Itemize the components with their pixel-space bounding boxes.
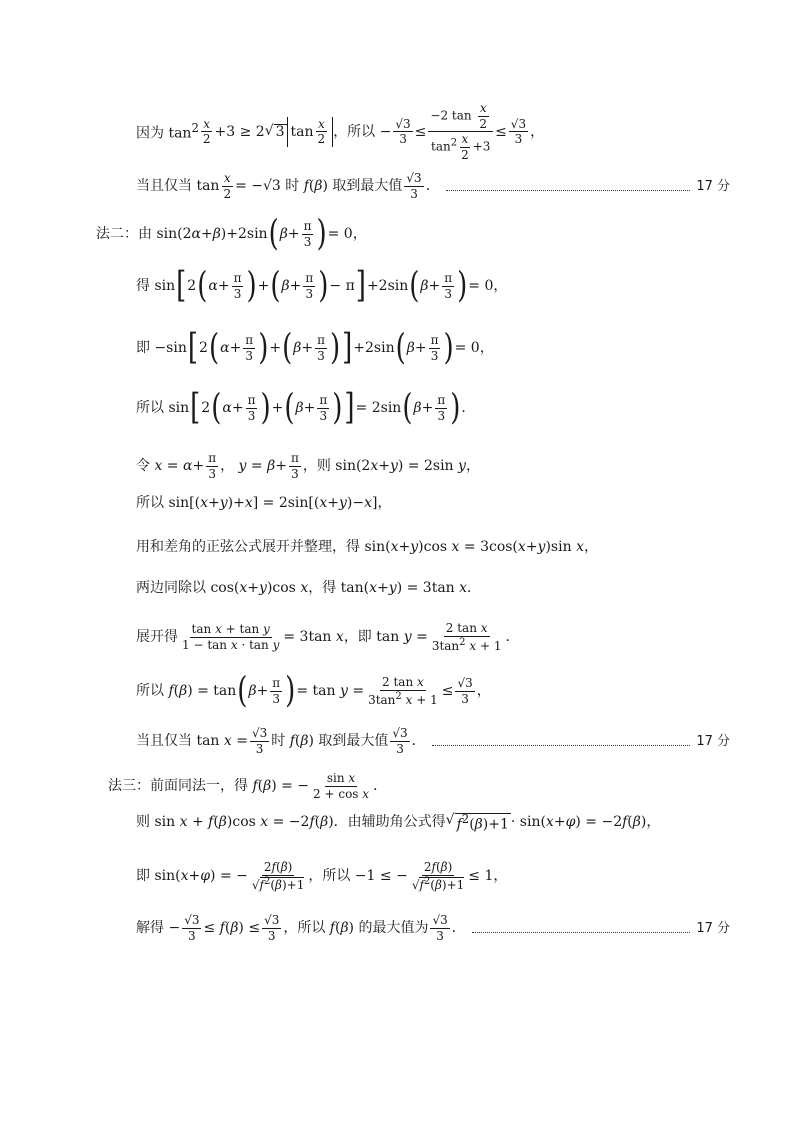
- proof-line-2: 当且仅当 tan $\frac{x}{2}$ = −√3 时 f(β) 取到最大值 $\frac{√3}{3}$ ． 17 分: [136, 171, 730, 201]
- proof-line-7: 令 x = α+ $\frac{\pi}{3}$ ， y = β+ $\frac{\pi}{3}$ ，则 sin(2x+y) = 2sin y，: [136, 451, 480, 481]
- dot-leader: [446, 190, 691, 191]
- proof-line-10: 两边同除以 cos(x+y)cos x，得 tan(x+y) = 3tan x．: [136, 580, 482, 596]
- proof-line-1: 因为 $\tan^2$ $\frac{x}{2}$ +3 ≥ 2 √ 3 tan $\frac{x}{2}$ ，所以 − $\frac{√3}{3}$ ≤ −2 tan $\frac{x}{2}$ $\tan^2$ $\frac{x}{2}$ +3 ≤ $\frac{√3}{3}$ ，: [136, 101, 545, 162]
- proof-line-6: 所以 sin [ 2 ( α + $\frac{\pi}{3}$ ) + ( β + $\frac{\pi}{3}$ ) ] = 2sin ( β + $\frac{\pi}{3}$ ) ．: [136, 387, 476, 429]
- proof-line-11: 展开得 $\frac{\text{tan x + tan y}}{\text{1 − tan x · tan y}}$ = 3tan x，即 tan y = $\frac{\text{2 tan x}}{3\tan^2 x + 1}$ ．: [136, 621, 520, 653]
- proof-line-8: 所以 sin[(x+y)+x] = 2sin[(x+y)−x]，: [136, 495, 392, 511]
- text-line-1: 因为 $\tan^2$: [136, 120, 199, 142]
- proof-line-16: 即 sin(x+φ) = − $\frac{2f(\beta)}{√f^2(\beta)+1}$ ，所以 −1 ≤ − $\frac{2f(\beta)}{√f^2(\beta)+1}$ ≤ 1，: [136, 860, 508, 892]
- score-label: 17 分: [696, 920, 730, 936]
- dot-leader: [432, 745, 691, 746]
- proof-line-5: 即 −sin [ 2 ( α + $\frac{\pi}{3}$ ) + ( β + $\frac{\pi}{3}$ ) ] +2sin ( β + $\frac{\pi}{3}$ ) = 0，: [136, 327, 494, 369]
- proof-line-9: 用和差角的正弦公式展开并整理，得 sin(x+y)cos x = 3cos(x+y)sin x，: [136, 539, 598, 555]
- proof-line-4: 得 sin [ 2 ( α + $\frac{\pi}{3}$ ) + ( β + $\frac{\pi}{3}$ ) − π ] +2sin ( β + $\frac{\pi}{3}$ ) = 0，: [136, 265, 508, 307]
- proof-line-17: 解得 − $\frac{√3}{3}$ ≤ f(β) ≤ $\frac{√3}{3}$ ，所以 f(β) 的最大值为 $\frac{√3}{3}$ ． 17 分: [136, 913, 730, 943]
- method-three-heading-line: 法三：前面同法一，得 f(β) = − $\frac{\text{sin x}}{\text{2 + cos x}}$ ．: [108, 771, 388, 801]
- proof-line-12: 所以 f(β) = tan ( β + $\frac{\pi}{3}$ ) = tan y = $\frac{\text{2 tan x}}{3\tan^2 x + 1}$ ≤ $\frac{√3}{3}$ ，: [136, 670, 491, 712]
- proof-line-13: 当且仅当 tan x = $\frac{√3}{3}$ 时 f(β) 取到最大值 $\frac{√3}{3}$ ． 17 分: [136, 726, 730, 756]
- proof-line-15: 则 sin x + f(β)cos x = −2f(β)．由辅助角公式得 √ $f^2(\beta)+1$ · sin(x+φ) = −2f(β)，: [136, 812, 661, 833]
- method-two-heading-line: 法二：由 sin(2α+β)+2sin ( β + $\frac{\pi}{3}$ ) = 0，: [96, 213, 367, 255]
- score-label: 17 分: [696, 178, 730, 194]
- score-label: 17 分: [696, 733, 730, 749]
- dot-leader: [472, 932, 691, 933]
